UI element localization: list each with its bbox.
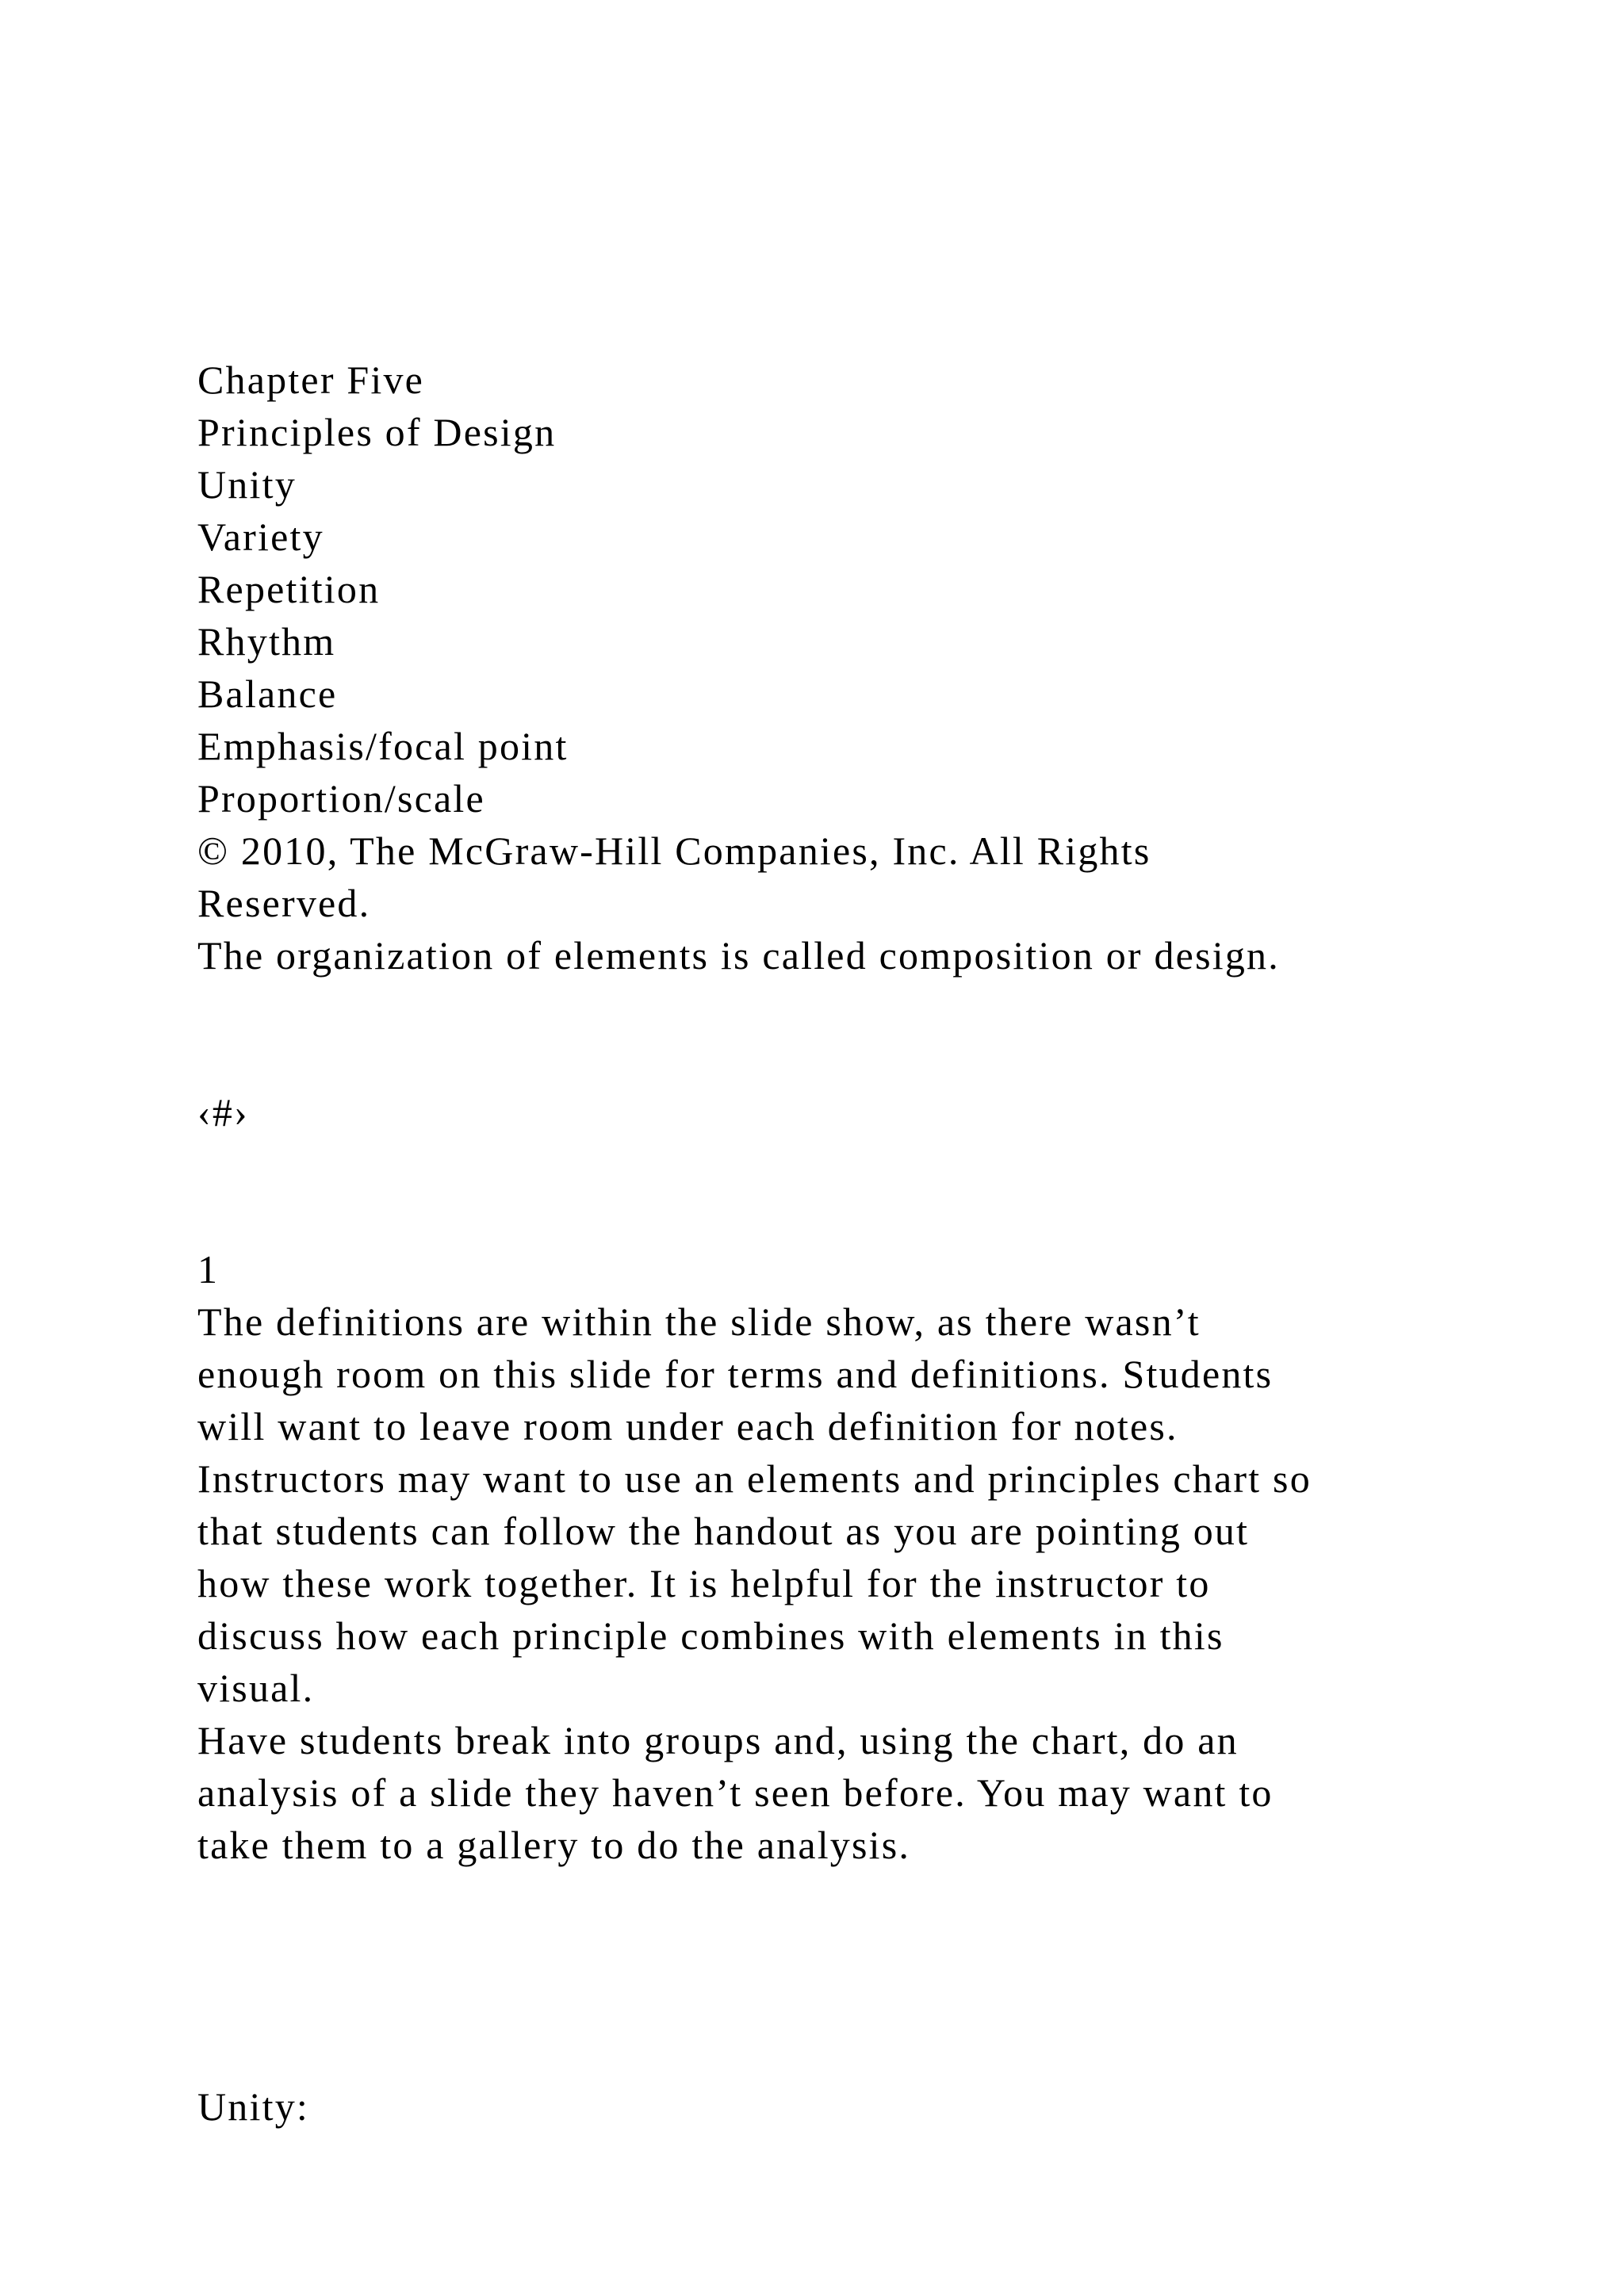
principle-item-proportion: Proportion/scale	[197, 776, 485, 821]
slide-number-placeholder: ‹#›	[197, 1090, 249, 1135]
topic-heading: Principles of Design	[197, 410, 557, 454]
notes-slide-number: 1	[197, 1247, 220, 1292]
notes-paragraph-1-line: discuss how each principle combines with elements in this	[197, 1613, 1224, 1658]
section-heading-unity: Unity:	[197, 2084, 309, 2129]
notes-paragraph-1-line: enough room on this slide for terms and definitions. Students	[197, 1352, 1274, 1396]
notes-paragraph-2-line: Have students break into groups and, using the chart, do an	[197, 1718, 1239, 1762]
notes-paragraph-2-line: analysis of a slide they haven’t seen before. You may want to	[197, 1770, 1274, 1815]
notes-paragraph-1-line: that students can follow the handout as you are pointing out	[197, 1509, 1250, 1553]
notes-paragraph-1-line: how these work together. It is helpful for the instructor to	[197, 1561, 1211, 1605]
principle-item-emphasis: Emphasis/focal point	[197, 724, 569, 768]
principle-item-repetition: Repetition	[197, 567, 381, 611]
notes-paragraph-2-line: take them to a gallery to do the analysis.	[197, 1823, 911, 1867]
notes-paragraph-1-line: Instructors may want to use an elements and principles chart so	[197, 1456, 1312, 1501]
intro-statement: The organization of elements is called composition or design.	[197, 933, 1280, 978]
notes-paragraph-1-line: visual.	[197, 1666, 315, 1710]
copyright-line-continued: Reserved.	[197, 881, 371, 925]
principle-item-balance: Balance	[197, 672, 338, 716]
principle-item-unity: Unity	[197, 462, 297, 507]
chapter-title: Chapter Five	[197, 358, 425, 402]
copyright-line: © 2010, The McGraw-Hill Companies, Inc. All Rights	[197, 828, 1151, 873]
principle-item-rhythm: Rhythm	[197, 619, 336, 664]
notes-paragraph-1-line: will want to leave room under each definition for notes.	[197, 1404, 1178, 1448]
principle-item-variety: Variety	[197, 515, 324, 559]
notes-paragraph-1-line: The definitions are within the slide show, as there wasn’t	[197, 1299, 1201, 1344]
